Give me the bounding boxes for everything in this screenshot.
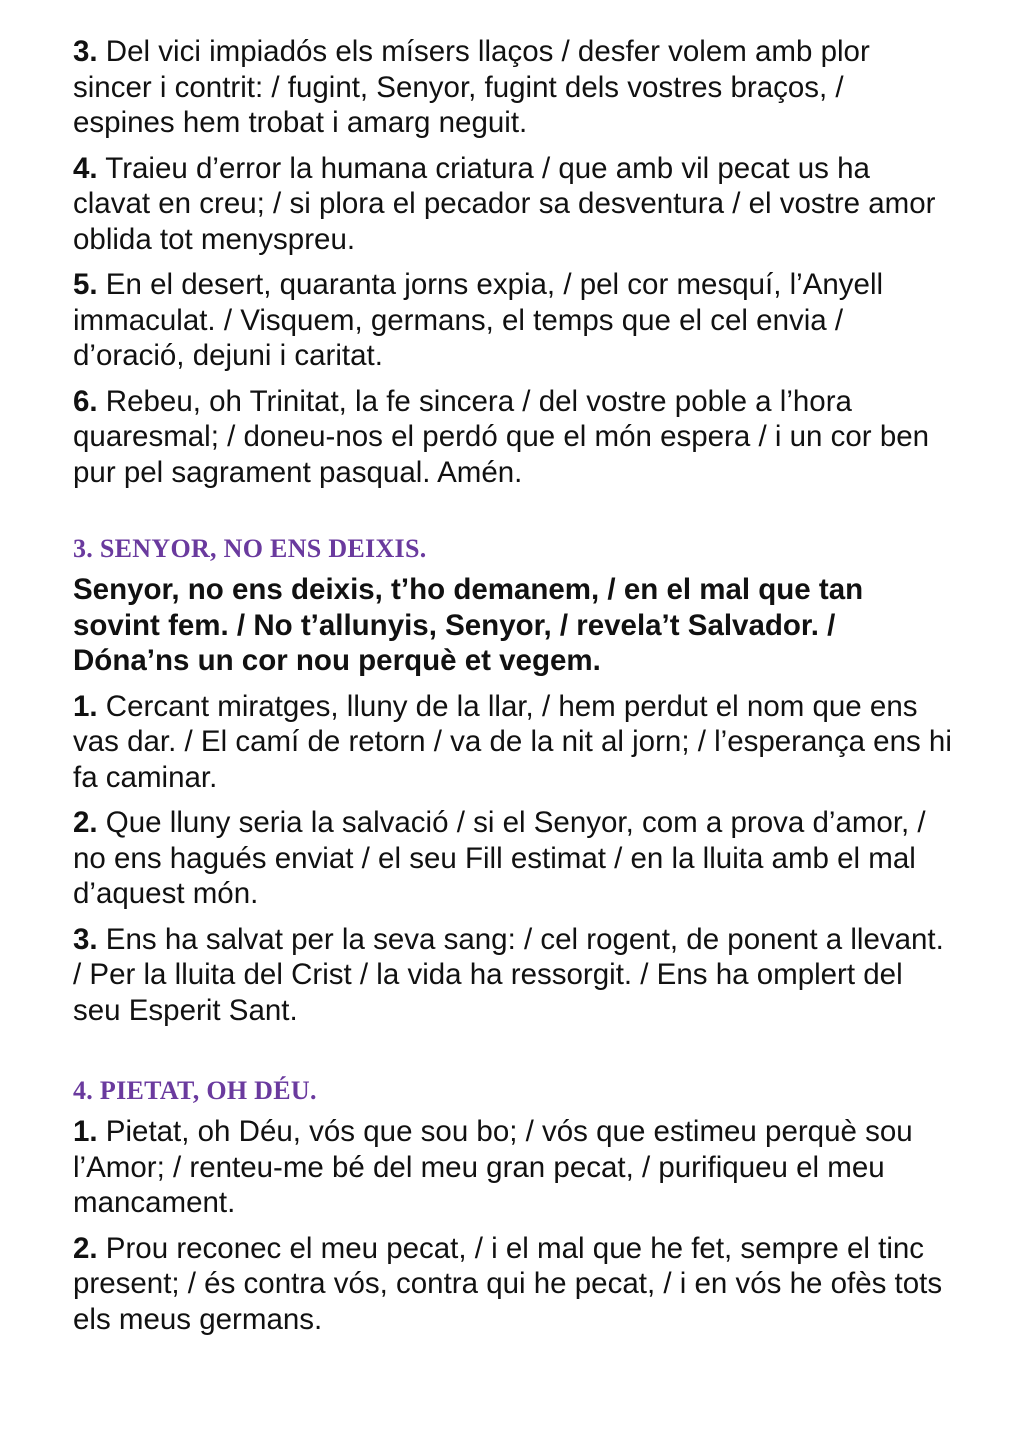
verse-number: 5. [73,268,98,301]
verse [73,689,953,796]
song-senyor-no-ens-deixis [73,532,953,1028]
refrain: Senyor, no ens deixis, t’ho demanem, / en el mal que tan sovint fem. / No t’allunyis, Senyor, / revela’t Salvador. / Dóna’ns un cor nou perquè et vegem. [73,573,864,677]
verse-number: 1. [73,689,98,723]
verse-text: En el desert, quaranta jorns expia, / pel cor mesquí, l’Anyell immaculat. / Visquem, germans, el temps que el cel envia / d’oració, dejuni i caritat. [73,268,884,372]
verse-number: 3. [73,922,98,956]
verse [73,267,953,374]
verse-number: 2. [73,1231,98,1265]
verse-text: Cercant miratges, lluny de la llar, / hem perdut el nom que ens vas dar. / El camí de retorn / va de la nit al jorn; / l’esperança ens hi fa caminar. [73,689,952,794]
verse-number: 2. [73,806,98,839]
verse-text: Traieu d’error la humana criatura / que amb vil pecat us ha clavat en creu; / si plora el pecador sa desventura / el vostre amor oblida tot menyspreu. [73,151,936,256]
previous-hymn-continuation [73,34,953,490]
song-title: 4. PIETAT, OH DÉU. [73,1076,317,1105]
verse-number: 6. [73,384,98,418]
song-title: 3. SENYOR, NO ENS DEIXIS. [73,534,427,563]
verse [73,805,953,912]
verse [73,34,953,141]
verse [73,922,953,1029]
verse-number: 4. [73,151,98,185]
verse-text: Rebeu, oh Trinitat, la fe sincera / del vostre poble a l’hora quaresmal; / doneu-nos el perdó que el món espera / i un cor ben pur pel sagrament pasqual. Amén. [73,384,930,489]
verse-text: Prou reconec el meu pecat, / i el mal que he fet, sempre el tinc present; / és contra vós, contra qui he pecat, / i en vós he ofès tots els meus germans. [73,1231,943,1336]
verse [73,384,953,491]
song-pietat-oh-deu [73,1074,953,1337]
verse-number: 1. [73,1115,98,1148]
verse-text: Que lluny seria la salvació / si el Senyor, com a prova d’amor, / no ens hagués enviat / el seu Fill estimat / en la lluita amb el mal d’aquest món. [73,806,926,910]
verse-number: 3. [73,35,98,68]
verse-text: Ens ha salvat per la seva sang: / cel rogent, de ponent a llevant. / Per la lluita del Crist / la vida ha ressorgit. / Ens ha omplert del seu Esperit Sant. [73,922,944,1027]
verse-text: Pietat, oh Déu, vós que sou bo; / vós que estimeu perquè sou l’Amor; / renteu-me bé del meu gran pecat, / purifiqueu el meu mancament. [73,1115,913,1219]
songbook-page [73,34,953,1347]
verse [73,1231,953,1338]
verse [73,151,953,258]
verse-text: Del vici impiadós els mísers llaços / desfer volem amb plor sincer i contrit: / fugint, Senyor, fugint dels vostres braços, / espines hem trobat i amarg neguit. [73,35,870,139]
verse [73,1114,953,1221]
